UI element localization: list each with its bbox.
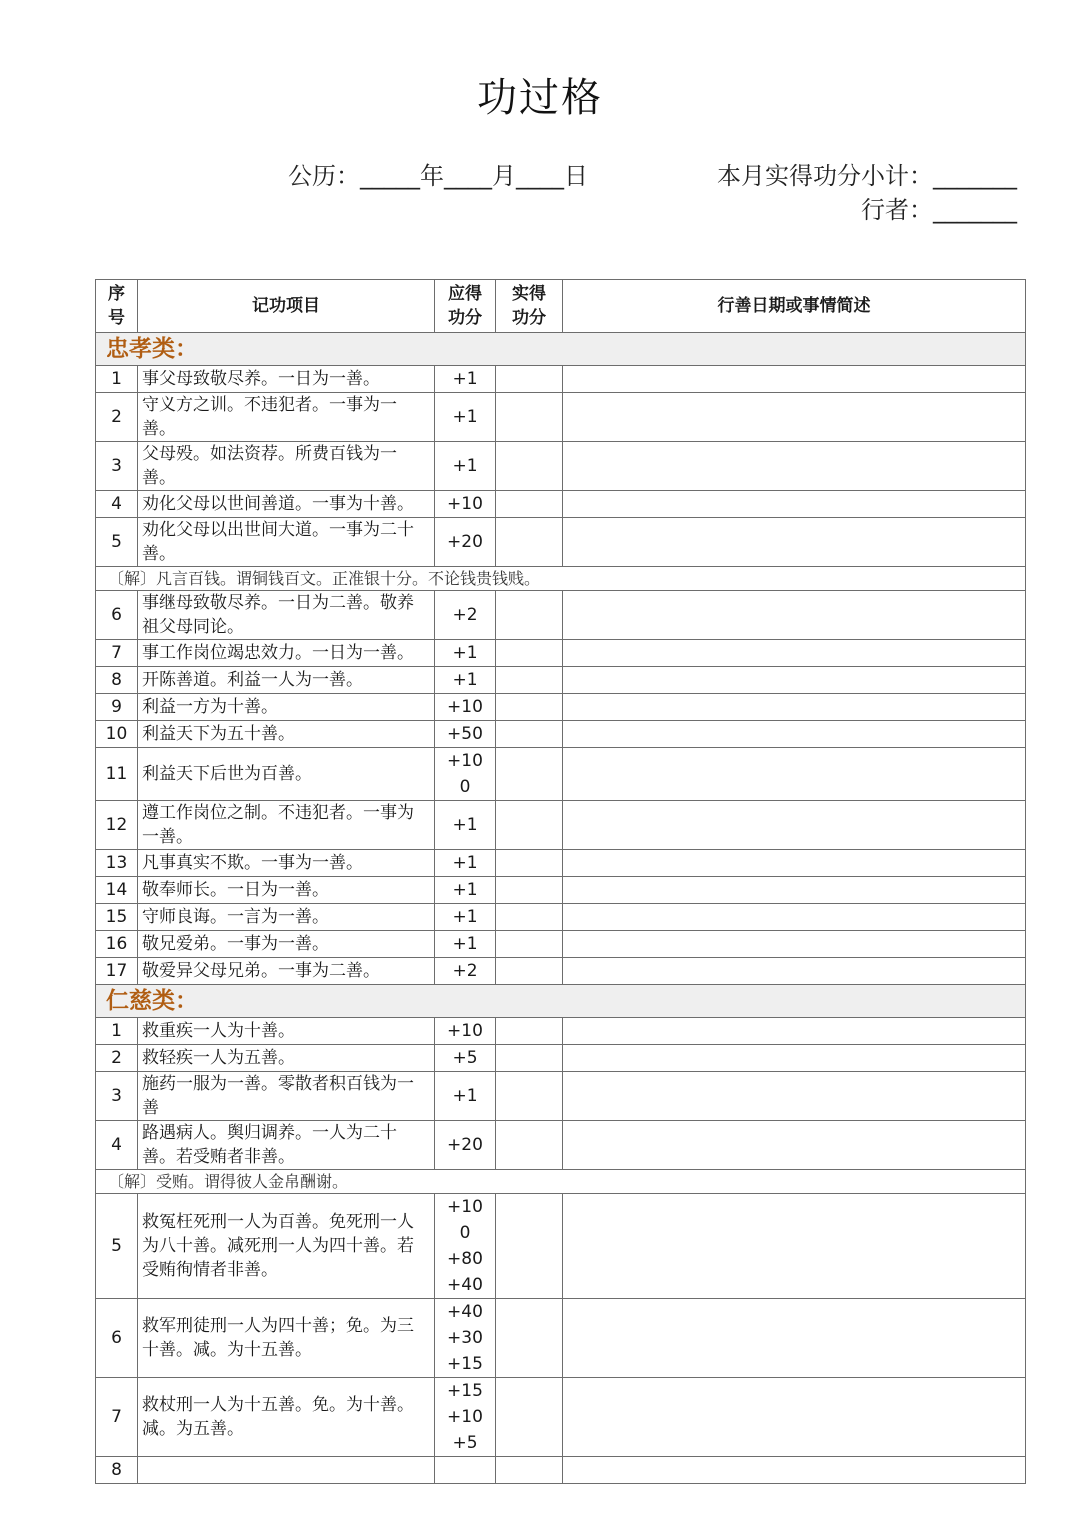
merit-item-text: 敬爱异父母兄弟。一事为二善。 bbox=[138, 958, 435, 985]
table-row bbox=[96, 931, 1026, 958]
due-points bbox=[435, 801, 496, 850]
merit-item-text: 守义方之训。不违犯者。一事为一善。 bbox=[138, 393, 435, 442]
table-row bbox=[96, 1045, 1026, 1072]
deed-date-notes-input[interactable] bbox=[563, 1378, 1026, 1457]
actual-header-line1: 实得 bbox=[512, 284, 546, 304]
deed-date-notes-input[interactable] bbox=[563, 748, 1026, 801]
due-points-value: +1 bbox=[452, 907, 478, 927]
deed-date-notes-input[interactable] bbox=[563, 591, 1026, 640]
actual-points-input[interactable] bbox=[496, 1072, 563, 1121]
actual-points-input[interactable] bbox=[496, 1045, 563, 1072]
due-points bbox=[435, 904, 496, 931]
table-row bbox=[96, 591, 1026, 640]
due-points-value: +1 bbox=[452, 934, 478, 954]
due-points-value: +5 bbox=[452, 1433, 478, 1453]
merit-item-text: 利益天下后世为百善。 bbox=[138, 748, 435, 801]
calendar-date-line: 公历：_____年____月____日 bbox=[288, 162, 588, 190]
due-points bbox=[435, 694, 496, 721]
due-points-value: +10 bbox=[447, 494, 483, 514]
monthly-subtotal-line: 本月实得功分小计：_______ bbox=[717, 162, 1017, 190]
table-row bbox=[96, 801, 1026, 850]
merit-item-text: 事父母致敬尽养。一日为一善。 bbox=[138, 366, 435, 393]
actual-points-input[interactable] bbox=[496, 591, 563, 640]
due-points bbox=[435, 1378, 496, 1457]
row-number: 10 bbox=[96, 721, 138, 748]
deed-date-notes-input[interactable] bbox=[563, 393, 1026, 442]
due-header-line1: 应得 bbox=[448, 284, 482, 304]
due-points-value: +1 bbox=[452, 369, 478, 389]
due-points-value: +10 bbox=[447, 1407, 483, 1427]
due-points-value: +2 bbox=[452, 961, 478, 981]
row-number: 6 bbox=[96, 1299, 138, 1378]
deed-date-notes-input[interactable] bbox=[563, 1457, 1026, 1484]
merit-item-text: 救轻疾一人为五善。 bbox=[138, 1045, 435, 1072]
actual-points-input[interactable] bbox=[496, 748, 563, 801]
merit-item-text: 敬兄爱弟。一事为一善。 bbox=[138, 931, 435, 958]
note-text: 〔解〕凡言百钱。谓铜钱百文。正准银十分。不论钱贵钱贱。 bbox=[96, 567, 1026, 591]
due-points-value: +80 bbox=[447, 1249, 483, 1269]
due-points-value: +30 bbox=[447, 1328, 483, 1348]
table-row bbox=[96, 442, 1026, 491]
merit-item-text: 守师良诲。一言为一善。 bbox=[138, 904, 435, 931]
due-points-value: +10 bbox=[447, 697, 483, 717]
table-row bbox=[96, 1121, 1026, 1170]
index-header bbox=[96, 280, 138, 333]
due-points bbox=[435, 931, 496, 958]
due-points bbox=[435, 1121, 496, 1170]
page-title: 功过格 bbox=[477, 75, 603, 121]
due-points-value: +1 bbox=[452, 853, 478, 873]
actual-points-input[interactable] bbox=[496, 1299, 563, 1378]
merit-item-text: 利益一方为十善。 bbox=[138, 694, 435, 721]
deed-date-notes-input[interactable] bbox=[563, 850, 1026, 877]
table-row bbox=[96, 1299, 1026, 1378]
deed-date-notes-input[interactable] bbox=[563, 366, 1026, 393]
due-points-value: +10 bbox=[447, 1021, 483, 1041]
row-number: 8 bbox=[96, 1457, 138, 1484]
notes-header: 行善日期或事情简述 bbox=[563, 280, 1026, 333]
row-number: 2 bbox=[96, 393, 138, 442]
table-row bbox=[96, 1072, 1026, 1121]
merit-item-text: 劝化父母以世间善道。一事为十善。 bbox=[138, 491, 435, 518]
table-row bbox=[96, 958, 1026, 985]
due-points-value: 0 bbox=[459, 777, 471, 797]
deed-date-notes-input[interactable] bbox=[563, 1018, 1026, 1045]
due-points-value: +20 bbox=[447, 532, 483, 552]
deed-date-notes-input[interactable] bbox=[563, 694, 1026, 721]
note-row bbox=[96, 1170, 1026, 1194]
deed-date-notes-input[interactable] bbox=[563, 877, 1026, 904]
merit-item-text: 开陈善道。利益一人为一善。 bbox=[138, 667, 435, 694]
due-points bbox=[435, 366, 496, 393]
due-points bbox=[435, 958, 496, 985]
merit-item-text: 父母殁。如法资荐。所费百钱为一善。 bbox=[138, 442, 435, 491]
row-number: 4 bbox=[96, 491, 138, 518]
due-points bbox=[435, 491, 496, 518]
actual-points-input[interactable] bbox=[496, 850, 563, 877]
deed-date-notes-input[interactable] bbox=[563, 1072, 1026, 1121]
table-row bbox=[96, 491, 1026, 518]
row-number: 9 bbox=[96, 694, 138, 721]
actual-points-input[interactable] bbox=[496, 640, 563, 667]
table-row bbox=[96, 850, 1026, 877]
merit-item-text: 事继母致敬尽养。一日为二善。敬养祖父母同论。 bbox=[138, 591, 435, 640]
table-row bbox=[96, 393, 1026, 442]
actual-points-input[interactable] bbox=[496, 1194, 563, 1299]
due-points bbox=[435, 850, 496, 877]
merit-item-text: 救军刑徒刑一人为四十善；免。为三十善。减。为十五善。 bbox=[138, 1299, 435, 1378]
due-points-value: 0 bbox=[459, 1223, 471, 1243]
actual-points-input[interactable] bbox=[496, 1121, 563, 1170]
actual-points-input[interactable] bbox=[496, 667, 563, 694]
due-points-value: +15 bbox=[447, 1354, 483, 1374]
due-points-value: +1 bbox=[452, 1086, 478, 1106]
actual-points-input[interactable] bbox=[496, 694, 563, 721]
row-number: 4 bbox=[96, 1121, 138, 1170]
deed-date-notes-input[interactable] bbox=[563, 1194, 1026, 1299]
merit-item-text: 事工作岗位竭忠效力。一日为一善。 bbox=[138, 640, 435, 667]
deed-date-notes-input[interactable] bbox=[563, 1045, 1026, 1072]
note-row bbox=[96, 567, 1026, 591]
due-points bbox=[435, 1299, 496, 1378]
actual-points-input[interactable] bbox=[496, 442, 563, 491]
due-points-value: +40 bbox=[447, 1302, 483, 1322]
category-title: 忠孝类： bbox=[96, 333, 1026, 366]
row-number: 7 bbox=[96, 640, 138, 667]
table-row bbox=[96, 694, 1026, 721]
due-points-value: +2 bbox=[452, 605, 478, 625]
table-row bbox=[96, 518, 1026, 567]
row-number: 6 bbox=[96, 591, 138, 640]
due-points bbox=[435, 640, 496, 667]
row-number: 15 bbox=[96, 904, 138, 931]
table-row bbox=[96, 1378, 1026, 1457]
due-points-header bbox=[435, 280, 496, 333]
due-points-value: +1 bbox=[452, 407, 478, 427]
actual-points-input[interactable] bbox=[496, 931, 563, 958]
merit-item-text: 路遇病人。舆归调养。一人为二十善。若受贿者非善。 bbox=[138, 1121, 435, 1170]
due-points-value: +10 bbox=[447, 751, 483, 771]
deed-date-notes-input[interactable] bbox=[563, 518, 1026, 567]
actual-points-input[interactable] bbox=[496, 958, 563, 985]
merit-item-text bbox=[138, 1457, 435, 1484]
due-points-value: +20 bbox=[447, 1135, 483, 1155]
table-row bbox=[96, 1194, 1026, 1299]
actual-points-input[interactable] bbox=[496, 1018, 563, 1045]
merit-item-text: 劝化父母以出世间大道。一事为二十善。 bbox=[138, 518, 435, 567]
actual-points-input[interactable] bbox=[496, 877, 563, 904]
due-points-value: +40 bbox=[447, 1275, 483, 1295]
due-points bbox=[435, 1018, 496, 1045]
table-row bbox=[96, 1018, 1026, 1045]
due-points bbox=[435, 393, 496, 442]
actual-points-header bbox=[496, 280, 563, 333]
due-points bbox=[435, 518, 496, 567]
actual-points-input[interactable] bbox=[496, 801, 563, 850]
table-row bbox=[96, 748, 1026, 801]
table-header-row bbox=[96, 280, 1026, 333]
category-row bbox=[96, 985, 1026, 1018]
table-row bbox=[96, 1457, 1026, 1484]
due-points bbox=[435, 591, 496, 640]
actual-points-input[interactable] bbox=[496, 393, 563, 442]
due-points bbox=[435, 1045, 496, 1072]
table-row bbox=[96, 667, 1026, 694]
due-points-value: +5 bbox=[452, 1048, 478, 1068]
merit-item-text: 遵工作岗位之制。不违犯者。一事为一善。 bbox=[138, 801, 435, 850]
index-header-line2: 号 bbox=[108, 308, 125, 328]
practitioner-line: 行者：_______ bbox=[861, 196, 1017, 224]
merit-table bbox=[95, 279, 1026, 1484]
due-points-value: +50 bbox=[447, 724, 483, 744]
actual-points-input[interactable] bbox=[496, 518, 563, 567]
row-number: 17 bbox=[96, 958, 138, 985]
row-number: 5 bbox=[96, 1194, 138, 1299]
row-number: 8 bbox=[96, 667, 138, 694]
row-number: 14 bbox=[96, 877, 138, 904]
row-number: 2 bbox=[96, 1045, 138, 1072]
deed-date-notes-input[interactable] bbox=[563, 931, 1026, 958]
merit-item-text: 敬奉师长。一日为一善。 bbox=[138, 877, 435, 904]
due-points bbox=[435, 748, 496, 801]
table-row bbox=[96, 904, 1026, 931]
merit-item-text: 施药一服为一善。零散者积百钱为一善 bbox=[138, 1072, 435, 1121]
due-points-value: +1 bbox=[452, 643, 478, 663]
deed-date-notes-input[interactable] bbox=[563, 491, 1026, 518]
actual-points-input[interactable] bbox=[496, 904, 563, 931]
due-points bbox=[435, 442, 496, 491]
row-number: 13 bbox=[96, 850, 138, 877]
due-points-value: +10 bbox=[447, 1197, 483, 1217]
merit-item-text: 救杖刑一人为十五善。免。为十善。减。为五善。 bbox=[138, 1378, 435, 1457]
due-points bbox=[435, 721, 496, 748]
actual-points-input[interactable] bbox=[496, 366, 563, 393]
index-header-line1: 序 bbox=[108, 284, 125, 304]
row-number: 3 bbox=[96, 1072, 138, 1121]
due-points bbox=[435, 1194, 496, 1299]
row-number: 7 bbox=[96, 1378, 138, 1457]
table-row bbox=[96, 877, 1026, 904]
actual-points-input[interactable] bbox=[496, 1378, 563, 1457]
due-header-line2: 功分 bbox=[448, 308, 482, 328]
actual-points-input[interactable] bbox=[496, 721, 563, 748]
due-points bbox=[435, 1072, 496, 1121]
due-points-value: +15 bbox=[447, 1381, 483, 1401]
merit-item-text: 救冤枉死刑一人为百善。免死刑一人为八十善。减死刑一人为四十善。若受贿徇情者非善。 bbox=[138, 1194, 435, 1299]
due-points bbox=[435, 1457, 496, 1484]
merit-item-text: 凡事真实不欺。一事为一善。 bbox=[138, 850, 435, 877]
table-row bbox=[96, 640, 1026, 667]
note-text: 〔解〕受贿。谓得彼人金帛酬谢。 bbox=[96, 1170, 1026, 1194]
row-number: 16 bbox=[96, 931, 138, 958]
due-points-value: +1 bbox=[452, 456, 478, 476]
deed-date-notes-input[interactable] bbox=[563, 442, 1026, 491]
table-row bbox=[96, 721, 1026, 748]
table-row bbox=[96, 366, 1026, 393]
deed-date-notes-input[interactable] bbox=[563, 958, 1026, 985]
deed-date-notes-input[interactable] bbox=[563, 640, 1026, 667]
merit-item-text: 救重疾一人为十善。 bbox=[138, 1018, 435, 1045]
deed-date-notes-input[interactable] bbox=[563, 1299, 1026, 1378]
row-number: 5 bbox=[96, 518, 138, 567]
due-points-value: +1 bbox=[452, 815, 478, 835]
category-row bbox=[96, 333, 1026, 366]
due-points bbox=[435, 667, 496, 694]
deed-date-notes-input[interactable] bbox=[563, 1121, 1026, 1170]
item-header: 记功项目 bbox=[138, 280, 435, 333]
deed-date-notes-input[interactable] bbox=[563, 801, 1026, 850]
deed-date-notes-input[interactable] bbox=[563, 667, 1026, 694]
actual-points-input[interactable] bbox=[496, 491, 563, 518]
due-points-value: +1 bbox=[452, 670, 478, 690]
row-number: 12 bbox=[96, 801, 138, 850]
row-number: 1 bbox=[96, 366, 138, 393]
row-number: 3 bbox=[96, 442, 138, 491]
category-title: 仁慈类： bbox=[96, 985, 1026, 1018]
due-points bbox=[435, 877, 496, 904]
row-number: 11 bbox=[96, 748, 138, 801]
due-points-value: +1 bbox=[452, 880, 478, 900]
deed-date-notes-input[interactable] bbox=[563, 721, 1026, 748]
row-number: 1 bbox=[96, 1018, 138, 1045]
actual-points-input[interactable] bbox=[496, 1457, 563, 1484]
deed-date-notes-input[interactable] bbox=[563, 904, 1026, 931]
actual-header-line2: 功分 bbox=[512, 308, 546, 328]
merit-item-text: 利益天下为五十善。 bbox=[138, 721, 435, 748]
